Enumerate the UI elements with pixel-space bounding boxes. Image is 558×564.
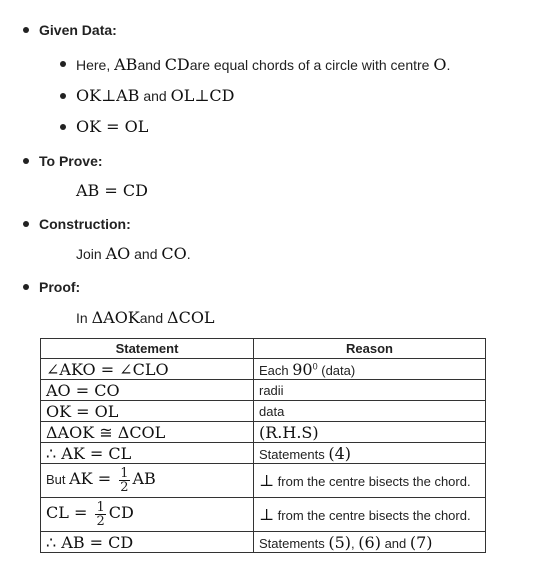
fraction-numerator: 1 bbox=[120, 466, 129, 481]
text: from the centre bisects the chord. bbox=[274, 508, 471, 523]
statement-cell bbox=[41, 532, 254, 553]
reason-cell bbox=[254, 532, 486, 553]
bullet bbox=[23, 27, 29, 33]
to-prove-statement bbox=[76, 181, 148, 200]
table-row bbox=[41, 380, 486, 401]
math: (7) bbox=[409, 532, 433, 552]
text: Here, bbox=[76, 57, 115, 73]
math: AO = CO bbox=[46, 380, 120, 400]
bullet bbox=[60, 93, 66, 99]
given-line-1 bbox=[76, 55, 450, 74]
table-header-row bbox=[41, 339, 486, 359]
proof-intro bbox=[76, 308, 215, 327]
reason-cell bbox=[254, 498, 486, 532]
text: and bbox=[137, 57, 165, 73]
proof-heading: Proof: bbox=[39, 279, 81, 295]
math: ∠AKO = ∠CLO bbox=[46, 359, 169, 379]
given-line-2 bbox=[76, 86, 234, 105]
text: (data) bbox=[317, 362, 356, 378]
text: are equal chords of a circle with centre bbox=[189, 57, 434, 73]
perpendicular-symbol: ⊥ bbox=[259, 505, 275, 524]
table-row bbox=[41, 422, 486, 443]
bullet bbox=[23, 221, 29, 227]
math: CL = bbox=[46, 502, 93, 522]
given-line-3 bbox=[76, 117, 148, 136]
math: AK = bbox=[69, 468, 117, 488]
math-ol-perp-cd: OL⊥CD bbox=[170, 86, 235, 105]
column-header-statement: Statement bbox=[41, 339, 254, 359]
text: . bbox=[186, 246, 191, 262]
math: (4) bbox=[328, 443, 352, 463]
reason-cell bbox=[254, 464, 486, 498]
bullet bbox=[60, 124, 66, 130]
math-ab-eq-cd: AB = CD bbox=[76, 181, 148, 200]
statement-cell bbox=[41, 401, 254, 422]
text: Each bbox=[259, 362, 293, 378]
table-row bbox=[41, 464, 486, 498]
table-row bbox=[41, 532, 486, 553]
math: ΔAOK ≅ ΔCOL bbox=[46, 422, 166, 442]
table-row bbox=[41, 498, 486, 532]
math-ok-eq-ol: OK = OL bbox=[76, 117, 149, 136]
fraction bbox=[119, 467, 129, 494]
column-header-reason: Reason bbox=[254, 339, 486, 359]
math-triangle-col: ΔCOL bbox=[167, 308, 215, 327]
math: (5) bbox=[328, 532, 352, 552]
math: OK = OL bbox=[46, 401, 119, 421]
text: Statements bbox=[259, 535, 329, 551]
text: Statements bbox=[259, 446, 329, 462]
math-triangle-aok: ΔAOK bbox=[91, 308, 140, 327]
table-row bbox=[41, 443, 486, 464]
text: and bbox=[380, 535, 410, 551]
reason-cell bbox=[254, 359, 486, 380]
text: But bbox=[46, 471, 70, 487]
proof-table bbox=[40, 338, 486, 553]
statement-cell bbox=[41, 443, 254, 464]
text: In bbox=[76, 310, 92, 326]
math-ok-perp-ab: OK⊥AB bbox=[76, 86, 140, 105]
given-heading: Given Data: bbox=[39, 22, 117, 38]
math-ab: AB bbox=[114, 55, 138, 74]
to-prove-heading: To Prove: bbox=[39, 153, 103, 169]
math: (R.H.S) bbox=[259, 422, 319, 442]
math: ∴ AB = CD bbox=[46, 532, 134, 552]
statement-cell bbox=[41, 464, 254, 498]
reason-cell bbox=[254, 443, 486, 464]
statement-cell bbox=[41, 422, 254, 443]
construction-heading: Construction: bbox=[39, 216, 131, 232]
bullet bbox=[23, 284, 29, 290]
math: 90 bbox=[292, 359, 313, 379]
perpendicular-symbol: ⊥ bbox=[259, 471, 275, 490]
reason-cell bbox=[254, 422, 486, 443]
math-cd: CD bbox=[164, 55, 190, 74]
math: AB bbox=[132, 468, 156, 488]
statement-cell bbox=[41, 498, 254, 532]
statement-cell bbox=[41, 380, 254, 401]
reason-cell: radii bbox=[254, 380, 486, 401]
statement-cell bbox=[41, 359, 254, 380]
text: and bbox=[130, 246, 162, 262]
math-superscript: 0 bbox=[312, 361, 318, 372]
table-row bbox=[41, 359, 486, 380]
text: from the centre bisects the chord. bbox=[274, 474, 471, 489]
text: . bbox=[446, 57, 451, 73]
math-o: O bbox=[433, 55, 447, 74]
math-co: CO bbox=[161, 244, 187, 263]
math: ∴ AK = CL bbox=[46, 443, 132, 463]
bullet bbox=[23, 158, 29, 164]
construction-text bbox=[76, 244, 191, 263]
fraction-denominator: 2 bbox=[96, 514, 105, 529]
text: and bbox=[139, 88, 171, 104]
math: CD bbox=[108, 502, 134, 522]
fraction-denominator: 2 bbox=[120, 480, 129, 495]
bullet bbox=[60, 61, 66, 67]
reason-cell: data bbox=[254, 401, 486, 422]
math-ao: AO bbox=[105, 244, 131, 263]
text: , bbox=[351, 535, 359, 551]
text: Join bbox=[76, 246, 106, 262]
text: and bbox=[139, 310, 168, 326]
fraction bbox=[95, 501, 105, 528]
table-row bbox=[41, 401, 486, 422]
math: (6) bbox=[358, 532, 381, 552]
fraction-numerator: 1 bbox=[96, 500, 105, 515]
